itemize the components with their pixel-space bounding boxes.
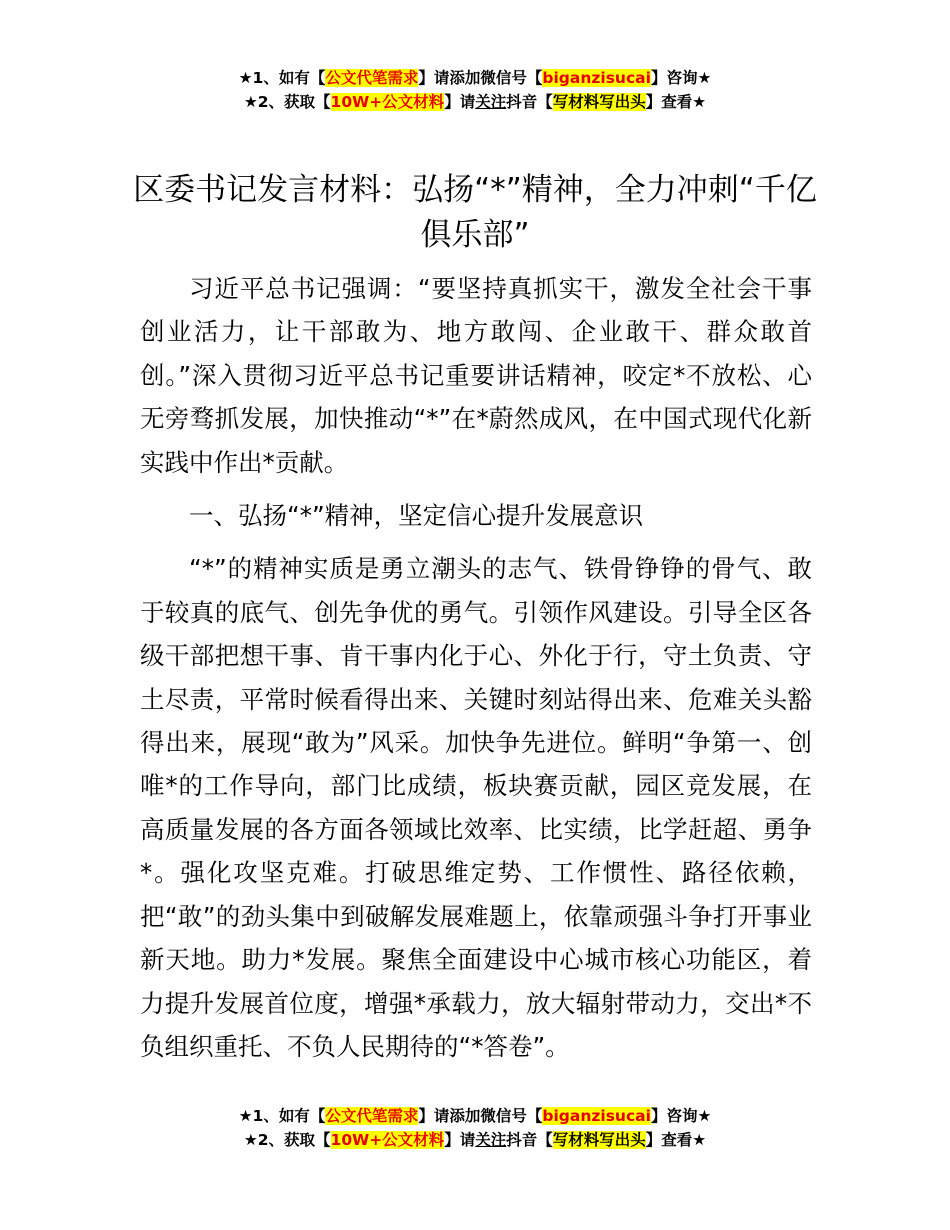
banner-wechat-id: biganzisucai bbox=[542, 69, 651, 87]
paragraph: “*”的精神实质是勇立潮头的志气、铁骨铮铮的骨气、敢于较真的底气、创先争优的勇气。引领作风建设。引导全区各级干部把想干事、肯干事内化于心、外化于行，守土负责、守土尽责，平常时候看得出来、关键时刻站得出来、危难关头豁得出来，展现“敢为”风采。加快争先进位。鲜明“争第一、创唯*的工作导向，部门比成绩，板块赛贡献，园区竞发展，在高质量发展的各方面各领域比效率、比实绩，比学赶超、勇争*。强化攻坚克难。打破思维定势、工作惯性、路径依赖，把“敢”的劲头集中到破解发展难题上，依靠顽强斗争打开事业新天地。助力*发展。聚焦全面建设中心城市核心功能区，着力提升发展首位度，增强*承载力，放大辐射带动力，交出*不负组织重托、不负人民期待的“*答卷”。 bbox=[140, 554, 812, 1061]
header-banner bbox=[0, 66, 950, 114]
banner-text: ★1、如有【 bbox=[238, 69, 326, 87]
banner-text: 】咨询★ bbox=[650, 69, 712, 87]
banner-highlight: 公文代笔需求 bbox=[325, 69, 419, 87]
banner-line-1 bbox=[0, 66, 950, 90]
banner-text: 】请 bbox=[444, 93, 476, 111]
banner-underlined: 关注 bbox=[475, 1131, 507, 1149]
banner-line-2 bbox=[0, 1128, 950, 1152]
banner-text: 】咨询★ bbox=[650, 1107, 712, 1125]
banner-wechat-id: biganzisucai bbox=[542, 1107, 651, 1125]
banner-text: ★1、如有【 bbox=[238, 1107, 326, 1125]
banner-highlight: 公文代笔需求 bbox=[325, 1107, 419, 1125]
document-title: 区委书记发言材料：弘扬“*”精神，全力冲刺“千亿俱乐部” bbox=[133, 172, 817, 253]
document-body bbox=[140, 267, 812, 1068]
banner-highlight: 10W+公文材料 bbox=[330, 1131, 445, 1149]
banner-text: 】请添加微信号【 bbox=[418, 69, 543, 87]
footer-banner bbox=[0, 1104, 950, 1152]
banner-underlined: 关注 bbox=[475, 93, 507, 111]
banner-text: 】查看★ bbox=[645, 1131, 707, 1149]
banner-text: ★2、获取【 bbox=[243, 1131, 331, 1149]
banner-text: 】请 bbox=[444, 1131, 476, 1149]
banner-line-2 bbox=[0, 90, 950, 114]
banner-text: 抖音【 bbox=[506, 1131, 553, 1149]
banner-highlight: 写材料写出头 bbox=[552, 1131, 646, 1149]
banner-text: ★2、获取【 bbox=[243, 93, 331, 111]
paragraph: 习近平总书记强调：“要坚持真抓实干，激发全社会干事创业活力，让干部敢为、地方敢闯、企业敢干、群众敢首创。”深入贯彻习近平总书记重要讲话精神，咬定*不放松、心无旁骛抓发展，加快推动“*”在*蔚然成风，在中国式现代化新实践中作出*贡献。 bbox=[140, 274, 812, 477]
banner-text: 抖音【 bbox=[506, 93, 553, 111]
banner-highlight: 写材料写出头 bbox=[552, 93, 646, 111]
banner-highlight: 10W+公文材料 bbox=[330, 93, 445, 111]
banner-text: 】查看★ bbox=[645, 93, 707, 111]
banner-line-1 bbox=[0, 1104, 950, 1128]
section-heading: 一、弘扬“*”精神，坚定信心提升发展意识 bbox=[189, 501, 644, 531]
banner-text: 】请添加微信号【 bbox=[418, 1107, 543, 1125]
